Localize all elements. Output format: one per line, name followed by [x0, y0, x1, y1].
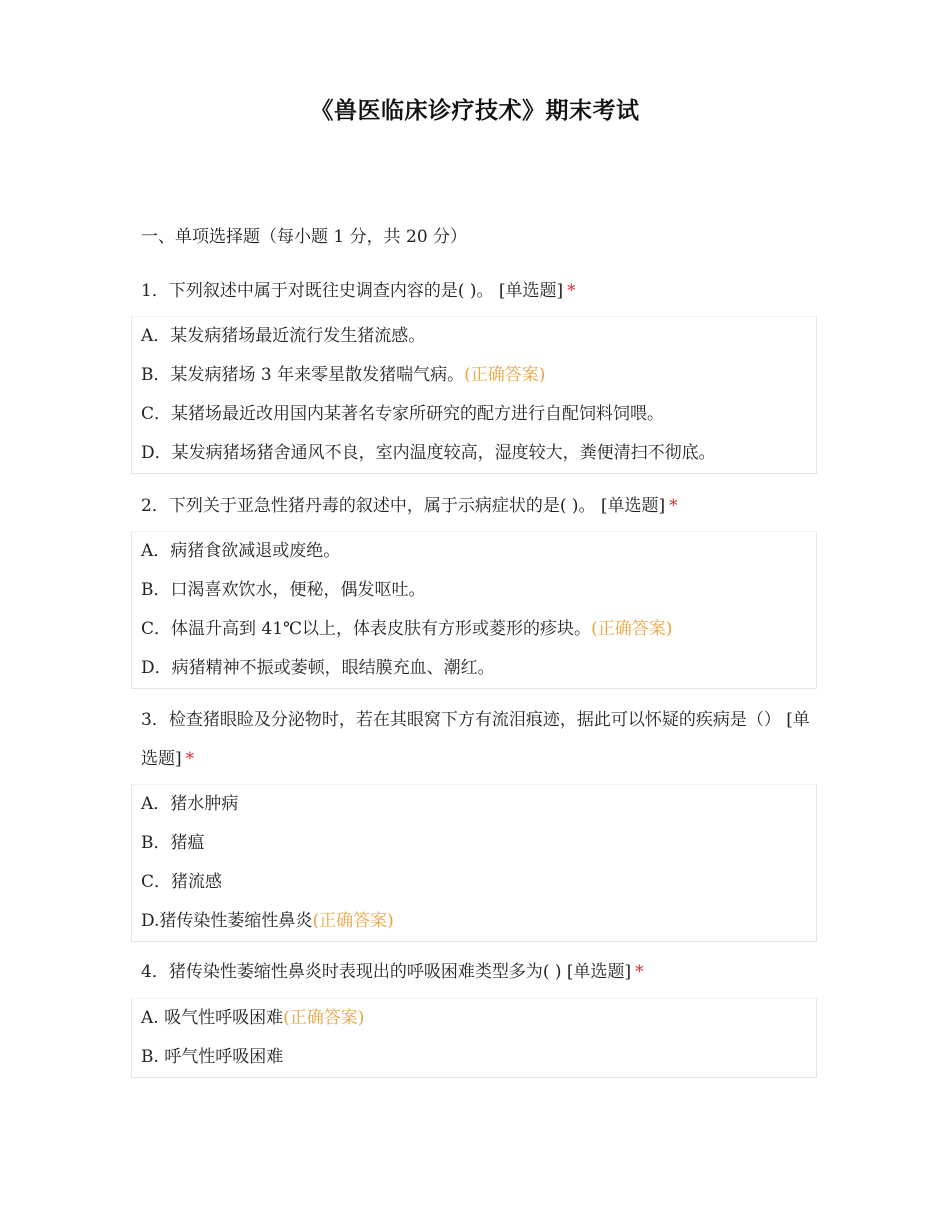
required-mark: *	[635, 962, 644, 982]
question-text: 2．下列关于亚急性猪丹毒的叙述中，属于示病症状的是( )。 [单选题]	[141, 496, 666, 516]
section-heading: 一、单项选择题（每小题 1 分，共 20 分）	[141, 227, 468, 247]
option-c[interactable]: C．某猪场最近改用国内某著名专家所研究的配方进行自配饲料饲喂。	[141, 404, 665, 424]
options-box-2	[131, 531, 817, 689]
question-text: 3．检查猪眼睑及分泌物时，若在其眼窝下方有流泪痕迹，据此可以怀疑的疾病是（） [单选题]	[141, 710, 810, 769]
option-b[interactable]: B．某发病猪场 3 年来零星散发猪喘气病。(正确答案)	[141, 365, 546, 385]
option-a[interactable]: A．猪水肿病	[141, 794, 239, 814]
correct-answer-label: (正确答案)	[591, 619, 673, 639]
required-mark: *	[567, 281, 576, 301]
option-a[interactable]: A．某发病猪场最近流行发生猪流感。	[141, 326, 426, 346]
option-d[interactable]: D.猪传染性萎缩性鼻炎(正确答案)	[141, 911, 394, 931]
question-1	[141, 272, 821, 311]
correct-answer-label: (正确答案)	[312, 911, 394, 931]
question-text: 4．猪传染性萎缩性鼻炎时表现出的呼吸困难类型多为( ) [单选题]	[141, 962, 632, 982]
option-c[interactable]: C．猪流感	[141, 872, 223, 892]
required-mark: *	[185, 749, 195, 769]
question-3	[141, 701, 821, 779]
options-box-4	[131, 998, 817, 1078]
option-a[interactable]: A．病猪食欲减退或废绝。	[141, 541, 341, 561]
option-d[interactable]: D．病猪精神不振或萎顿，眼结膜充血、潮红。	[141, 658, 495, 678]
option-b[interactable]: B．口渴喜欢饮水，便秘，偶发呕吐。	[141, 580, 426, 600]
question-text: 1．下列叙述中属于对既往史调查内容的是( )。 [单选题]	[141, 281, 564, 301]
options-box-1	[131, 316, 817, 474]
page-title: 《兽医临床诊疗技术》期末考试	[310, 98, 640, 124]
option-b[interactable]: B. 呼气性呼吸困难	[141, 1047, 284, 1067]
question-4	[141, 953, 821, 992]
option-d[interactable]: D．某发病猪场猪舍通风不良，室内温度较高，湿度较大，粪便清扫不彻底。	[141, 443, 716, 463]
option-b[interactable]: B．猪瘟	[141, 833, 205, 853]
option-a[interactable]: A. 吸气性呼吸困难(正确答案)	[141, 1008, 365, 1028]
question-2	[141, 487, 821, 526]
option-c[interactable]: C．体温升高到 41℃以上，体表皮肤有方形或菱形的疹块。(正确答案)	[141, 619, 673, 639]
required-mark: *	[669, 496, 678, 516]
options-box-3	[131, 784, 817, 942]
correct-answer-label: (正确答案)	[464, 365, 546, 385]
correct-answer-label: (正确答案)	[283, 1008, 365, 1028]
